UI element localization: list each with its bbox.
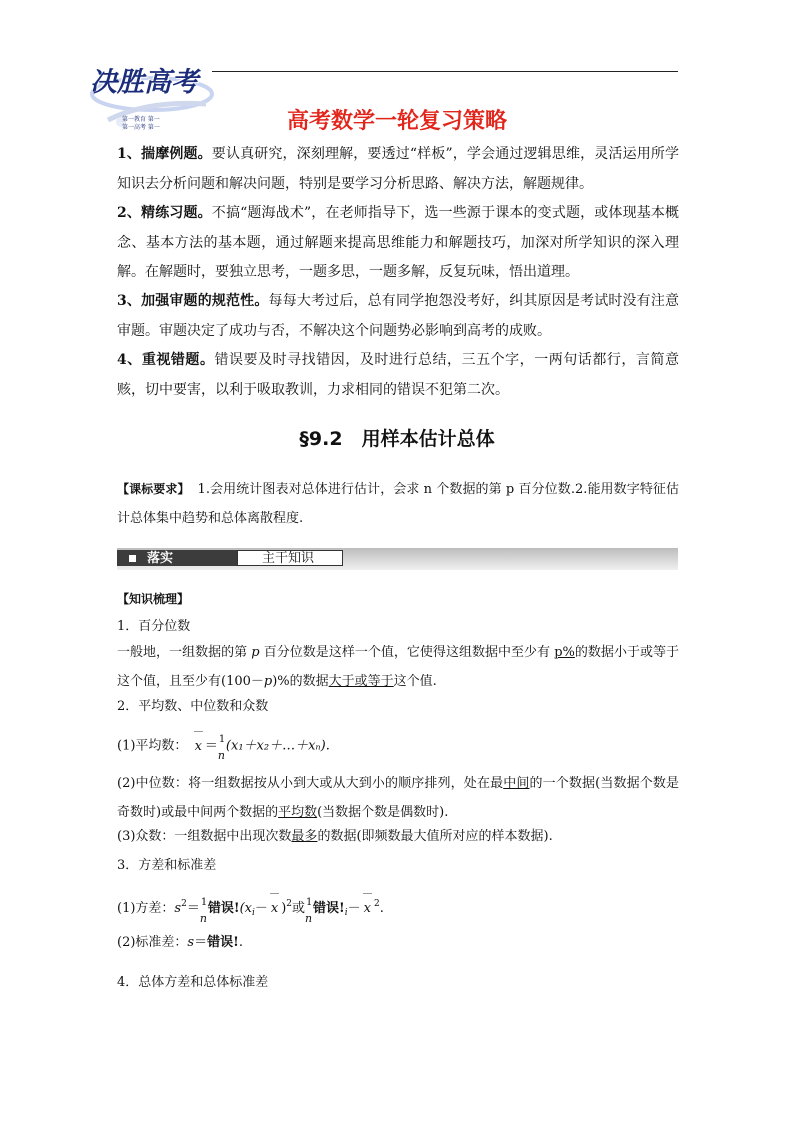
text-run: 的一个数据(当数据个数是奇数时)或最中间两个数据的 bbox=[117, 776, 679, 820]
curriculum-requirements bbox=[117, 475, 679, 533]
minus: － bbox=[347, 901, 361, 916]
fraction-numerator: 1 bbox=[218, 734, 226, 745]
error-placeholder: 错误! bbox=[313, 901, 345, 916]
period: . bbox=[379, 901, 384, 916]
logo-slogan-line-1: 第一教育 第一 bbox=[122, 116, 160, 123]
fraction-denominator: n bbox=[305, 911, 313, 925]
heading-variance: 3．方差和标准差 bbox=[117, 858, 217, 873]
requirements-text: 1.会用统计图表对总体进行估计，会求 n 个数据的第 p 百分位数.2.能用数字特征估计总体集中趋势和总体离散程度. bbox=[117, 482, 679, 526]
minus: － bbox=[254, 901, 268, 916]
banner-box bbox=[237, 550, 343, 566]
variance-label: (1)方差： bbox=[117, 901, 175, 916]
strategy-num: 3、 bbox=[117, 293, 142, 309]
text-run: 一般地，一组数据的第 bbox=[117, 645, 252, 660]
fraction-1-over-n bbox=[305, 896, 313, 925]
term: (x bbox=[239, 901, 252, 916]
strategy-item-2 bbox=[117, 199, 679, 288]
x-bar: x bbox=[192, 737, 205, 757]
strategy-head: 揣摩例题。 bbox=[141, 146, 212, 162]
text-run: 百分位数是这样一个值，它使得这组数据中至少有 bbox=[259, 645, 555, 660]
equals: ＝ bbox=[204, 738, 218, 754]
variance-formula: (1)方差：$s^2=$ 1 n 错误$!(x_i- x$ )$^2$或 1 n 错误$!_i- x$ $^2$. bbox=[117, 894, 679, 923]
mean-formula bbox=[117, 734, 679, 762]
std-label: (2)标准差： bbox=[117, 935, 188, 950]
subscript: i bbox=[344, 908, 348, 918]
equals: ＝ bbox=[186, 901, 200, 916]
text-run: (当数据个数是偶数时). bbox=[317, 805, 449, 820]
text-run: (3)众数：一组数据中出现次数 bbox=[117, 829, 292, 844]
mode-definition bbox=[117, 827, 679, 847]
x-bar: x bbox=[268, 899, 281, 919]
percentile-definition bbox=[117, 638, 679, 696]
median-definition bbox=[117, 769, 679, 827]
fraction-denominator: n bbox=[217, 749, 226, 762]
strategy-body: 错误要及时寻找错因，及时进行总结，三五个字，一两句话都行，言简意赅，切中要害，以利于吸取教训，力求相同的错误不犯第二次。 bbox=[117, 352, 680, 398]
error-placeholder: 错误! bbox=[207, 901, 240, 916]
period: . bbox=[238, 935, 243, 950]
logo-text: 决胜高考 bbox=[90, 67, 198, 98]
heading-percentile: 1．百分位数 bbox=[117, 619, 191, 634]
x-bar: x bbox=[361, 899, 374, 919]
or-word: 或 bbox=[292, 901, 306, 916]
paren: ) bbox=[281, 901, 287, 916]
fraction-numerator: 1 bbox=[200, 896, 208, 908]
error-placeholder: 错误! bbox=[207, 935, 239, 950]
std-formula bbox=[117, 933, 679, 953]
strategy-body: 要认真研究，深刻理解，要透过“样板”，学会通过逻辑思维，灵活运用所学知识去分析问题和解决问题，特别是要学习分析思路、解决方法，解题规律。 bbox=[117, 146, 680, 192]
mean-label: (1)平均数： bbox=[117, 738, 188, 754]
text-run: 的数据小于或等于这个值，且至少有(100－ bbox=[117, 645, 679, 689]
var-p: p bbox=[263, 674, 273, 689]
square-bullet-icon bbox=[129, 555, 136, 562]
header-rule bbox=[212, 71, 678, 72]
banner-dark-block bbox=[117, 550, 237, 566]
text-run: 的数据(即频数最大值所对应的样本数据). bbox=[317, 829, 553, 844]
answer-underlined: 大于或等于 bbox=[328, 674, 394, 689]
exponent: 2 bbox=[181, 899, 187, 909]
answer-underlined: 中间 bbox=[503, 776, 530, 791]
answer-underlined: p% bbox=[554, 645, 575, 660]
text-run: (2)中位数：将一组数据按从小到大或从大到小的顺序排列，处在最 bbox=[117, 776, 504, 791]
fraction-numerator: 1 bbox=[306, 896, 313, 908]
banner-label-practice: 落实 bbox=[147, 551, 174, 566]
answer-underlined: 平均数 bbox=[278, 805, 318, 820]
strategy-item-3 bbox=[117, 287, 679, 346]
strategy-head: 精练习题。 bbox=[141, 205, 212, 221]
fraction-1-over-n bbox=[217, 734, 226, 762]
var-p: p bbox=[251, 645, 260, 660]
strategy-num: 4、 bbox=[117, 352, 142, 368]
var-s: s bbox=[174, 901, 182, 916]
section-title: §9.2 用样本估计总体 bbox=[299, 428, 495, 450]
subscript: i bbox=[251, 908, 255, 918]
knowledge-tag-text: 【知识梳理】 bbox=[117, 592, 190, 606]
strategy-item-1 bbox=[117, 140, 679, 199]
logo-slogan-line-2: 第一高考 第一 bbox=[122, 124, 160, 131]
equals: ＝ bbox=[194, 935, 208, 950]
var-s: s bbox=[187, 935, 195, 950]
strategy-head: 重视错题。 bbox=[141, 352, 215, 368]
strategy-body: 不搞“题海战术”，在老师指导下，选一些源于课本的变式题，或体现基本概念、基本方法的基本题，通过解题来提高思维能力和解题技巧，加深对所学知识的深入理解。在解题时，要独立思考，一题多思，一题多解，反复玩味，悟出道理。 bbox=[117, 205, 680, 280]
text-run: 这个值. bbox=[393, 674, 437, 689]
text-run: )%的数据 bbox=[272, 674, 329, 689]
strategy-item-4 bbox=[117, 346, 679, 405]
banner-label-core-knowledge: 主干知识 bbox=[262, 551, 315, 566]
heading-population-variance: 4．总体方差和总体标准差 bbox=[117, 975, 269, 990]
strategy-body: 每每大考过后，总有同学抱怨没考好，纠其原因是考试时没有注意审题。审题决定了成功与否，不解决这个问题势必影响到高考的成败。 bbox=[117, 293, 680, 339]
section-banner bbox=[117, 548, 678, 570]
fraction-denominator: n bbox=[199, 911, 207, 925]
requirements-tag: 【课标要求】 bbox=[117, 482, 190, 496]
answer-underlined: 最多 bbox=[291, 829, 318, 844]
strategy-num: 2、 bbox=[117, 205, 142, 221]
strategy-head: 加强审题的规范性。 bbox=[141, 293, 269, 309]
heading-averages: 2．平均数、中位数和众数 bbox=[117, 699, 269, 714]
fraction-1-over-n bbox=[199, 896, 208, 925]
strategy-num: 1、 bbox=[117, 146, 142, 162]
main-title: 高考数学一轮复习策略 bbox=[286, 109, 507, 134]
mean-terms: (x₁＋x₂＋…＋xₙ). bbox=[225, 738, 330, 754]
knowledge-tag bbox=[117, 589, 679, 610]
